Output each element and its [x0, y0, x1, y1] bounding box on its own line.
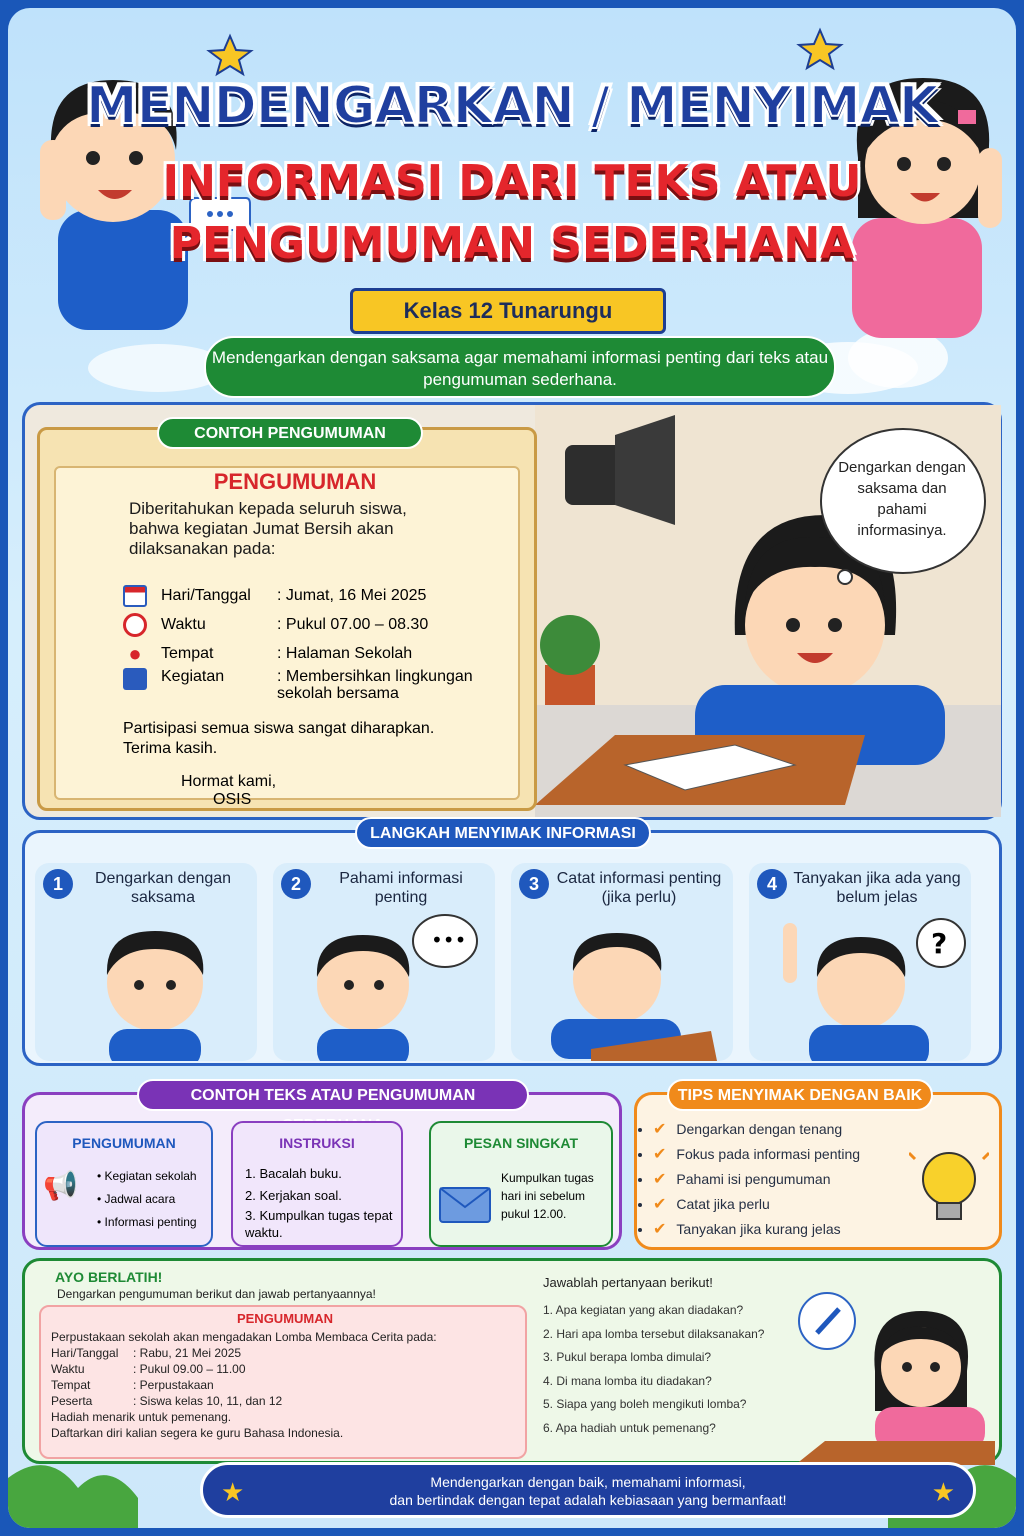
questions-title: Jawablah pertanyaan berikut! [543, 1275, 713, 1290]
announcement-intro: Diberitahukan kepada seluruh siswa, bahwa kegiatan Jumat Bersih akan dilaksanakan pada: [129, 499, 407, 558]
questions-list: 1. Apa kegiatan yang akan diadakan? 2. Hari apa lomba tersebut dilaksanakan? 3. Pukul berapa lomba dimulai? 4. Di mana lomba itu diadakan? 5. Siapa yang boleh mengikuti lomba? 6. Apa hadiah untuk pemenang? [543, 1303, 765, 1435]
poster [8, 8, 1016, 1528]
detail-row: Hari/Tanggal : Jumat, 16 Mei 2025 [123, 581, 503, 610]
star-icon: ★ [221, 1477, 245, 1507]
step-card-4 [749, 863, 971, 1061]
boy-thinking-illustration [293, 913, 483, 1061]
practice-instruction: Dengarkan pengumuman berikut dan jawab pertanyaannya! [57, 1287, 376, 1301]
location-pin-icon: ● [128, 640, 142, 666]
step-label: Catat informasi penting (jika perlu) [556, 870, 722, 906]
steps-panel [22, 825, 1002, 1066]
practice-panel [22, 1258, 1002, 1464]
tag-text-examples: CONTOH TEKS ATAU PENGUMUMAN [137, 1079, 529, 1111]
title-line-3: PENGUMUMAN SEDERHANA [169, 218, 855, 269]
envelope-icon [439, 1187, 491, 1223]
svg-text:•••: ••• [431, 928, 467, 952]
calendar-icon [123, 585, 147, 607]
card-short-message [429, 1121, 613, 1247]
tips-panel [634, 1087, 1002, 1250]
step-card-2 [273, 863, 495, 1061]
lightbulb-icon [909, 1139, 989, 1239]
practice-announcement-card [39, 1305, 527, 1459]
title-line-2: INFORMASI DARI TEKS ATAU [162, 156, 862, 207]
step-card-1 [35, 863, 257, 1061]
practice-details: Hari/Tanggal : Rabu, 21 Mei 2025 Waktu : Pukul 09.00 – 11.00 Tempat : Perpustakaan Peserta : Siswa kelas 10, 11, dan 12 Hadiah menarik untuk pemenang. Daftarkan diri kalian segera ke guru Bahasa Indonesia. [51, 1346, 344, 1440]
subtitle-banner [204, 336, 836, 398]
step-label: Pahami informasi penting [339, 870, 463, 906]
practice-title: AYO BERLATIH! [55, 1269, 163, 1285]
text-examples-panel [22, 1087, 622, 1250]
announcement-sign-2: OSIS [213, 791, 252, 808]
practice-heading: PENGUMUMAN [236, 1311, 334, 1326]
boy-asking-illustration [769, 913, 969, 1061]
card-instruction [231, 1121, 403, 1247]
card-title: INSTRUKSI [279, 1135, 355, 1151]
detail-row: Waktu : Pukul 07.00 – 08.30 [123, 610, 503, 639]
svg-text:?: ? [931, 927, 948, 960]
step-card-3 [511, 863, 733, 1061]
subtitle-text: Mendengarkan dengan saksama agar memahami informasi penting dari teks atau pengumuman sederhana. [211, 348, 829, 389]
step-number: 3 [519, 869, 549, 899]
example-panel [22, 402, 1002, 820]
step-label: Dengarkan dengan saksama [94, 870, 232, 906]
tag-example: CONTOH PENGUMUMAN [157, 417, 423, 449]
step-number: 4 [757, 869, 787, 899]
tips-list: ✔ • Dengarkan dengan tenang ✔ • Fokus pada informasi penting ✔ • Pahami isi pengumuman ✔ • Catat jika perlu ✔ • Tanyakan jika kurang jelas [653, 1117, 860, 1242]
title-line-1: MENDENGARKAN / MENYIMAK [85, 76, 939, 136]
announcement-closing: Partisipasi semua siswa sangat diharapkan. Terima kasih. [123, 720, 435, 757]
thought-text: Dengarkan dengan saksama dan pahami informasinya. [838, 459, 966, 539]
detail-row: ● Tempat : Halaman Sekolah [123, 639, 503, 668]
megaphone-icon: 📢 [43, 1170, 78, 1201]
instruction-list: 1. Bacalah buku. 2. Kerjakan soal. 3. Kumpulkan tugas tepat waktu. [245, 1166, 393, 1240]
announcement-details [123, 581, 503, 708]
detail-row: Kegiatan : Membersihkan lingkungan sekolah bersama [123, 668, 503, 708]
boy-writing-illustration [531, 913, 721, 1061]
announcement-heading: PENGUMUMAN [213, 469, 377, 494]
practice-intro: Perpustakaan sekolah akan mengadakan Lomba Membaca Cerita pada: [51, 1330, 437, 1344]
star-icon: ★ [931, 1477, 955, 1507]
shirt-icon [123, 668, 147, 690]
tag-steps: LANGKAH MENYIMAK INFORMASI [355, 817, 651, 849]
tag-tips: TIPS MENYIMAK DENGAN BAIK [667, 1079, 933, 1111]
card-title: PENGUMUMAN [72, 1135, 176, 1151]
announcement-list: • Kegiatan sekolah • Jadwal acara • Informasi penting [97, 1169, 197, 1229]
clock-icon [123, 613, 147, 637]
message-text: Kumpulkan tugas hari ini sebelum pukul 12.00. [501, 1171, 594, 1221]
step-label: Tanyakan jika ada yang belum jelas [793, 870, 961, 906]
class-ribbon: Kelas 12 Tunarungu [350, 288, 666, 334]
card-title: PESAN SINGKAT [463, 1135, 579, 1151]
announcement-sign-1: Hormat kami, [181, 773, 277, 790]
card-announcement [35, 1121, 213, 1247]
step-number: 1 [43, 869, 73, 899]
footer-banner [200, 1462, 976, 1518]
step-number: 2 [281, 869, 311, 899]
boy-ear-illustration [75, 913, 225, 1061]
footer-text: Mendengarkan dengan baik, memahami informasi, dan bertindak dengan tepat adalah kebiasaan yang bermanfaat! [389, 1474, 787, 1508]
